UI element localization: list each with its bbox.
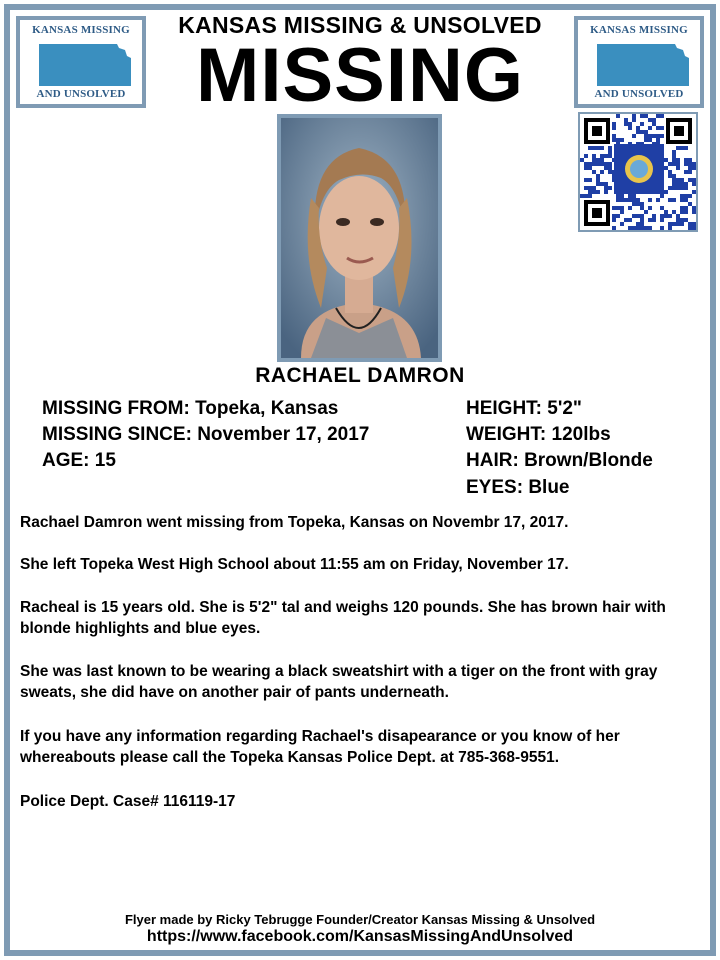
- fact-value: November 17, 2017: [197, 424, 370, 445]
- footer-url-link[interactable]: https://www.facebook.com/KansasMissingAndUnsolved: [146, 928, 574, 945]
- paragraph: Rachael Damron went missing from Topeka, Kansas on Novembr 17, 2017.: [20, 514, 569, 531]
- fact-value: Blue: [528, 477, 570, 498]
- logo-right: [574, 16, 704, 108]
- footer-credit: Flyer made by Ricky Tebrugge Founder/Creator Kansas Missing & Unsolved: [124, 912, 596, 927]
- missing-from: [42, 398, 338, 420]
- missing-since: [42, 424, 369, 446]
- case-number: Police Dept. Case# 116119-17: [20, 793, 236, 810]
- header-title: MISSING: [196, 33, 524, 118]
- logo-top-text: KANSAS MISSING: [32, 24, 130, 36]
- age: [42, 450, 116, 472]
- logo-bottom-text: AND UNSOLVED: [36, 88, 126, 100]
- fact-label: MISSING FROM:: [42, 398, 190, 419]
- weight: [466, 424, 611, 446]
- kansas-map-icon: [595, 42, 691, 88]
- fact-value: Brown/Blonde: [524, 450, 653, 471]
- eyes: [466, 477, 570, 499]
- logo-left: [16, 16, 146, 108]
- person-name: RACHAEL DAMRON: [255, 364, 465, 387]
- fact-label: WEIGHT:: [466, 424, 547, 445]
- paragraph: She was last known to be wearing a black sweatshirt with a tiger on the front with gray sweats, she did have on another pair of pants underneath.: [20, 663, 658, 701]
- person-photo: [277, 114, 442, 362]
- fact-label: AGE:: [42, 450, 90, 471]
- paragraph: Racheal is 15 years old. She is 5'2" tal and weighs 120 pounds. She has brown hair with blonde highlights and blue eyes.: [20, 599, 666, 637]
- fact-label: EYES:: [466, 477, 524, 498]
- fact-label: HAIR:: [466, 450, 519, 471]
- fact-value: 120lbs: [551, 424, 611, 445]
- fact-label: HEIGHT:: [466, 398, 542, 419]
- paragraph: She left Topeka West High School about 11:55 am on Friday, November 17.: [20, 556, 569, 573]
- fact-value: 15: [94, 450, 116, 471]
- fact-label: MISSING SINCE:: [42, 424, 192, 445]
- header-subtitle: KANSAS MISSING & UNSOLVED: [178, 12, 542, 38]
- qr-code: [578, 112, 698, 232]
- logo-top-text: KANSAS MISSING: [590, 24, 688, 36]
- hair: [466, 450, 653, 472]
- fact-value: 5'2": [547, 398, 582, 419]
- paragraph: If you have any information regarding Rachael's disapearance or you know of her whereabouts please call the Topeka Kansas Police Dept. at 785-368-9551.: [20, 728, 620, 766]
- height: [466, 398, 582, 420]
- kansas-map-icon: [37, 42, 133, 88]
- fact-value: Topeka, Kansas: [195, 398, 339, 419]
- logo-bottom-text: AND UNSOLVED: [594, 88, 684, 100]
